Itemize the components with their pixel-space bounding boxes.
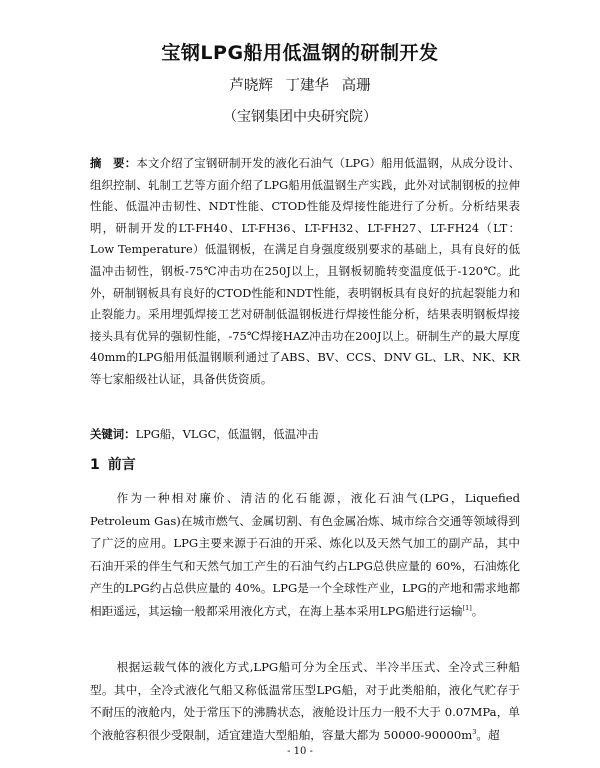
keywords-text: LPG船，VLGC，低温钢，低温冲击 <box>135 427 319 441</box>
author-name: 丁建华 <box>285 78 329 94</box>
body-paragraph <box>90 656 520 746</box>
paragraph-end: 。 <box>471 603 484 618</box>
paragraph-end: 。超 <box>476 727 500 742</box>
author-list <box>0 74 600 95</box>
section-number: 1 <box>90 457 100 473</box>
citation-ref[interactable]: [1] <box>462 604 472 613</box>
body-paragraph <box>90 487 520 623</box>
superscript: 3 <box>472 727 477 736</box>
paper-title: 宝钢LPG船用低温钢的研制开发 <box>161 42 439 64</box>
abstract <box>90 153 520 391</box>
paragraph-text: 根据运载气体的液化方式,LPG船可分为全压式、半冷半压式、全冷式三种船型。其中，全冷式液化气船又称低温常压型LPG船，对于此类船舶，液化气贮存于不耐压的液舱内，处于常压下的沸腾状态，液舱设计压力一般不大于 0.07MPa，单个液舱容积很少受限制，适宜建造大型船舶，容量大都为 50000-90000m <box>90 660 520 742</box>
section-heading <box>90 454 136 474</box>
keywords-label: 关键词： <box>90 427 136 441</box>
abstract-label: 摘 要： <box>90 156 137 170</box>
author-name: 高珊 <box>341 78 371 94</box>
affiliation: （宝钢集团中央研究院） <box>223 109 377 125</box>
section-title: 前言 <box>107 457 136 473</box>
abstract-text: 本文介绍了宝钢研制开发的液化石油气（LPG）船用低温钢，从成分设计、组织控制、轧制工艺等方面介绍了LPG船用低温钢生产实践，此外对试制钢板的拉伸性能、低温冲击韧性、NDT性能、CTOD性能及焊接性能进行了分析。分析结果表明，研制开发的LT-FH40、LT-FH36、LT-FH32、LT-FH27、LT-FH24（LT：Low Temperature）低温钢板，在满足自身强度级别要求的基础上，具有良好的低温冲击韧性，钢板-75℃冲击功在250J以上，且钢板韧脆转变温度低于-120℃。此外，研制钢板具有良好的CTOD性能和NDT性能，表明钢板具有良好的抗起裂能力和止裂能力。采用埋弧焊接工艺对研制低温钢板进行焊接性能分析，结果表明钢板焊接接头具有优异的强韧性能，-75℃焊接HAZ冲击功在200J以上。研制生产的最大厚度40mm的LPG船用低温钢顺利通过了ABS、BV、CCS、DNV GL、LR、NK、KR等七家船级社认证，具备供货资质。 <box>90 156 520 386</box>
paragraph-text: 作为一种相对廉价、清洁的化石能源，液化石油气(LPG，Liquefied Petroleum Gas)在城市燃气、金属切割、有色金属冶炼、城市综合交通等领域得到了广泛的应用。LPG主要来源于石油的开采、炼化以及天然气加工的副产品，其中石油开采的伴生气和天然气加工产生的石油气约占LPG总供应量的 60%，石油炼化产生的LPG约占总供应量的 40%。LPG是一个全球性产业，LPG的产地和需求地都相距遥远，其运输一般都采用液化方式，在海上基本采用LPG船进行运输 <box>90 491 520 618</box>
page-number: - 10 - <box>287 746 313 757</box>
keywords <box>90 424 520 444</box>
author-name: 芦晓辉 <box>229 78 273 94</box>
